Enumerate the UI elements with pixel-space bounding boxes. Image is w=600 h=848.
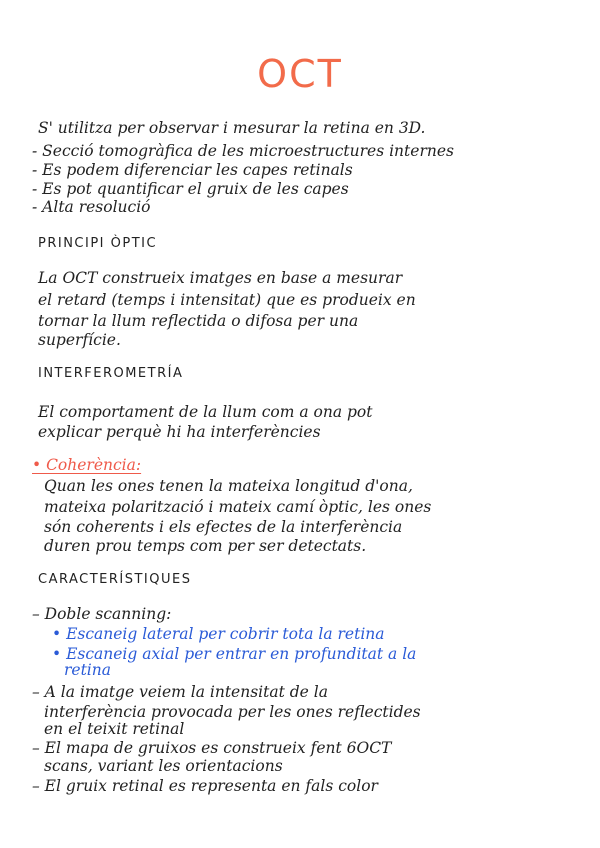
section-heading-caracteristiques: CARACTERÍSTIQUES bbox=[38, 572, 192, 587]
caracteristiques-line: scans, variant les orientacions bbox=[44, 757, 283, 775]
principi-line: el retard (temps i intensitat) que es produeix en bbox=[38, 291, 416, 309]
intro-line: - Secció tomogràfica de les microestructures internes bbox=[32, 142, 454, 160]
coherencia-line: mateixa polarització i mateix camí òptic, les ones bbox=[44, 498, 432, 516]
caracteristiques-blue-line: retina bbox=[64, 661, 111, 679]
intro-line: - Alta resolució bbox=[32, 198, 151, 216]
section-heading-principi: PRINCIPI ÒPTIC bbox=[38, 236, 158, 251]
caracteristiques-line: interferència provocada per les ones reflectides bbox=[44, 703, 421, 721]
caracteristiques-line: – El mapa de gruixos es construeix fent 6OCT bbox=[32, 739, 392, 757]
page-title: OCT bbox=[257, 52, 343, 96]
section-heading-coherencia: • Coherència: bbox=[32, 456, 142, 474]
intro-line: - Es pot quantificar el gruix de les capes bbox=[32, 180, 349, 198]
intro-line: - Es podem diferenciar les capes retinals bbox=[32, 161, 353, 179]
caracteristiques-doble: – Doble scanning: bbox=[32, 605, 172, 623]
caracteristiques-blue-line: • Escaneig lateral per cobrir tota la retina bbox=[52, 625, 385, 643]
coherencia-line: són coherents i els efectes de la interferència bbox=[44, 518, 403, 536]
caracteristiques-line: – El gruix retinal es representa en fals color bbox=[32, 777, 378, 795]
caracteristiques-line: en el teixit retinal bbox=[44, 720, 185, 738]
principi-line: tornar la llum reflectida o difosa per una bbox=[38, 312, 359, 330]
section-heading-interferometria: INTERFEROMETRÍA bbox=[38, 366, 184, 381]
interferometria-line: explicar perquè hi ha interferències bbox=[38, 423, 321, 441]
principi-line: superfície. bbox=[38, 331, 121, 349]
intro-line: S' utilitza per observar i mesurar la retina en 3D. bbox=[38, 119, 426, 137]
caracteristiques-blue-line: • Escaneig axial per entrar en profunditat a la bbox=[52, 645, 417, 663]
coherencia-line: Quan les ones tenen la mateixa longitud d'ona, bbox=[44, 477, 413, 495]
caracteristiques-line: – A la imatge veiem la intensitat de la bbox=[32, 683, 328, 701]
coherencia-line: duren prou temps com per ser detectats. bbox=[44, 537, 367, 555]
principi-line: La OCT construeix imatges en base a mesurar bbox=[38, 269, 403, 287]
interferometria-line: El comportament de la llum com a ona pot bbox=[38, 403, 373, 421]
